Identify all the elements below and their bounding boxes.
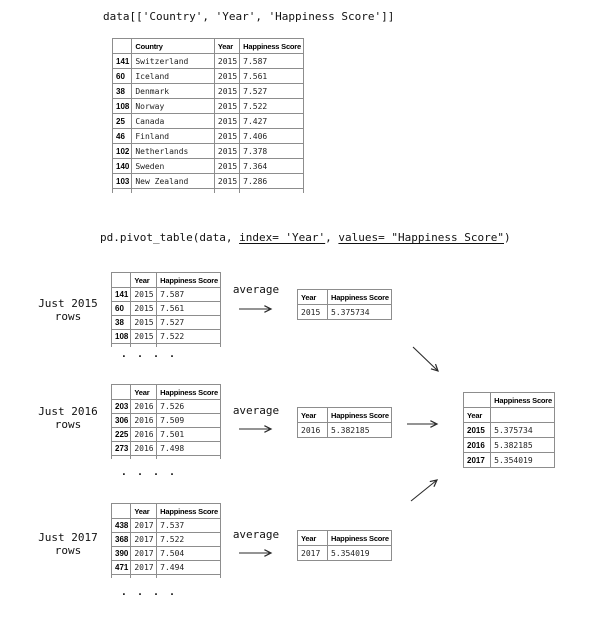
year-cell: 2016 — [298, 423, 328, 438]
year-cell: 2015 — [131, 288, 157, 302]
country-cell: Iceland — [132, 69, 215, 84]
corner-header-cell — [112, 504, 131, 519]
year-cell: 2015 — [214, 159, 239, 174]
ellipsis-2016: . . . . — [120, 467, 178, 478]
group-label-line1: Just 2016 — [38, 405, 98, 418]
result-table-2015 — [297, 289, 392, 320]
score-cell: 5.354019 — [328, 546, 392, 561]
pivot-code-separator: , — [325, 231, 339, 244]
table-row — [112, 414, 221, 428]
group-label-line2: rows — [54, 544, 82, 557]
index-name-cell: Year — [464, 408, 491, 423]
result-table-2015-grid — [297, 289, 392, 320]
table-row — [113, 129, 304, 144]
year-cell: 2017 — [131, 519, 157, 533]
table-row — [112, 288, 221, 302]
result-table-2016-grid — [297, 407, 392, 438]
pivot-code-suffix: ) — [504, 231, 511, 244]
score-cell: 7.561 — [157, 302, 221, 316]
ellipsis-2017: . . . . — [120, 587, 178, 598]
score-header: Happiness Score — [491, 393, 555, 408]
average-label-2016: average — [232, 404, 280, 417]
country-cell: Norway — [132, 99, 215, 114]
year-cell: 2016 — [131, 442, 157, 456]
score-cell: 7.522 — [157, 533, 221, 547]
year-cell: 2015 — [214, 129, 239, 144]
group-label-line1: Just 2017 — [38, 531, 98, 544]
country-header: Country — [132, 39, 215, 54]
score-cell: 7.522 — [240, 99, 304, 114]
year-cell: 2015 — [131, 330, 157, 344]
corner-header-cell — [112, 385, 131, 400]
country-cell: Sweden — [132, 159, 215, 174]
group-label-2017 — [26, 531, 110, 557]
final-pivot-table — [463, 392, 555, 468]
table-row — [113, 99, 304, 114]
index-cell: 141 — [113, 54, 132, 69]
table-row — [464, 453, 555, 468]
index-cell: 60 — [113, 69, 132, 84]
table-row — [112, 316, 221, 330]
subset-table-2016-grid — [111, 384, 221, 459]
table-row — [298, 305, 392, 320]
subset-table-2017 — [111, 503, 221, 578]
table-row — [113, 174, 304, 189]
score-cell: 7.286 — [240, 174, 304, 189]
year-header: Year — [131, 273, 157, 288]
pivot-code-values-arg: values= "Happiness Score" — [338, 231, 504, 244]
table-row — [112, 519, 221, 533]
final-pivot-table-grid — [463, 392, 555, 468]
index-cell: 203 — [112, 400, 131, 414]
country-cell: Finland — [132, 129, 215, 144]
index-cell: 102 — [113, 144, 132, 159]
index-cell: 273 — [112, 442, 131, 456]
table-row — [112, 547, 221, 561]
score-cell: 7.509 — [157, 414, 221, 428]
year-index-cell: 2015 — [464, 423, 491, 438]
corner-header-cell — [112, 273, 131, 288]
year-header: Year — [298, 531, 328, 546]
average-label-2015: average — [232, 283, 280, 296]
index-cell: 140 — [113, 159, 132, 174]
year-cell: 2015 — [214, 69, 239, 84]
truncated-row — [112, 456, 221, 460]
index-cell: 438 — [112, 519, 131, 533]
score-cell: 7.504 — [157, 547, 221, 561]
score-cell: 7.537 — [157, 519, 221, 533]
index-cell: 46 — [113, 129, 132, 144]
table-row — [112, 442, 221, 456]
table-header-row — [112, 504, 221, 519]
year-header: Year — [131, 504, 157, 519]
table-header-row — [112, 273, 221, 288]
score-header: Happiness Score — [328, 531, 392, 546]
pivot-code-index-arg: index= 'Year' — [239, 231, 326, 244]
score-cell: 7.527 — [157, 316, 221, 330]
group-label-line2: rows — [54, 418, 82, 431]
index-cell: 60 — [112, 302, 131, 316]
table-header-row — [298, 531, 392, 546]
merge-arrow-bottom — [411, 480, 437, 501]
dataframe-table-grid — [112, 38, 304, 193]
index-cell: 390 — [112, 547, 131, 561]
truncated-row — [112, 575, 221, 579]
score-cell: 7.498 — [157, 442, 221, 456]
table-row — [112, 330, 221, 344]
index-cell: 471 — [112, 561, 131, 575]
score-cell: 7.427 — [240, 114, 304, 129]
subset-table-2017-grid — [111, 503, 221, 578]
table-row — [113, 114, 304, 129]
table-row — [112, 428, 221, 442]
table-header-row — [298, 290, 392, 305]
country-cell: Denmark — [132, 84, 215, 99]
year-cell: 2015 — [214, 114, 239, 129]
score-cell: 7.527 — [240, 84, 304, 99]
year-header: Year — [298, 408, 328, 423]
year-cell: 2015 — [214, 84, 239, 99]
index-cell: 368 — [112, 533, 131, 547]
year-cell: 2017 — [131, 561, 157, 575]
table-header-row — [298, 408, 392, 423]
year-header: Year — [298, 290, 328, 305]
average-label-2017: average — [232, 528, 280, 541]
index-cell: 25 — [113, 114, 132, 129]
pivot-code — [100, 231, 511, 244]
index-cell: 103 — [113, 174, 132, 189]
group-label-2016 — [26, 405, 110, 431]
index-cell: 38 — [113, 84, 132, 99]
dataframe-table — [112, 38, 304, 193]
index-cell: 141 — [112, 288, 131, 302]
table-row — [112, 400, 221, 414]
country-cell: Netherlands — [132, 144, 215, 159]
index-cell: 108 — [113, 99, 132, 114]
year-index-cell: 2016 — [464, 438, 491, 453]
table-row — [113, 159, 304, 174]
corner-header-cell — [113, 39, 132, 54]
score-cell: 5.354019 — [491, 453, 555, 468]
score-cell: 5.382185 — [491, 438, 555, 453]
index-cell: 38 — [112, 316, 131, 330]
country-cell: Switzerland — [132, 54, 215, 69]
merge-arrow-top — [413, 347, 438, 371]
table-header-row — [113, 39, 304, 54]
year-cell: 2016 — [131, 414, 157, 428]
score-cell: 7.587 — [157, 288, 221, 302]
table-row — [113, 144, 304, 159]
result-table-2017 — [297, 530, 392, 561]
table-row — [113, 54, 304, 69]
index-cell: 225 — [112, 428, 131, 442]
table-row — [298, 546, 392, 561]
table-row — [113, 84, 304, 99]
score-cell: 5.375734 — [328, 305, 392, 320]
year-cell: 2016 — [131, 428, 157, 442]
result-table-2017-grid — [297, 530, 392, 561]
score-header: Happiness Score — [157, 385, 221, 400]
corner-header-cell — [464, 393, 491, 408]
truncated-row — [113, 189, 304, 194]
score-header: Happiness Score — [157, 273, 221, 288]
year-cell: 2015 — [131, 316, 157, 330]
year-cell: 2016 — [131, 400, 157, 414]
score-cell: 7.364 — [240, 159, 304, 174]
year-cell: 2017 — [131, 547, 157, 561]
truncated-row — [112, 344, 221, 348]
score-header: Happiness Score — [328, 408, 392, 423]
year-cell: 2017 — [131, 533, 157, 547]
score-header: Happiness Score — [240, 39, 304, 54]
year-cell: 2015 — [214, 144, 239, 159]
country-cell: New Zealand — [132, 174, 215, 189]
subset-table-2016 — [111, 384, 221, 459]
subset-table-2015-grid — [111, 272, 221, 347]
year-cell: 2015 — [214, 174, 239, 189]
score-cell: 7.501 — [157, 428, 221, 442]
year-index-cell: 2017 — [464, 453, 491, 468]
score-header: Happiness Score — [157, 504, 221, 519]
group-label-2015 — [26, 297, 110, 323]
group-label-line1: Just 2015 — [38, 297, 98, 310]
subset-table-2015 — [111, 272, 221, 347]
score-cell: 7.587 — [240, 54, 304, 69]
year-cell: 2015 — [214, 54, 239, 69]
year-cell: 2015 — [131, 302, 157, 316]
index-cell: 306 — [112, 414, 131, 428]
score-cell: 7.406 — [240, 129, 304, 144]
blank-cell — [491, 408, 555, 423]
year-header: Year — [131, 385, 157, 400]
score-cell: 7.561 — [240, 69, 304, 84]
dataframe-code-title: data[['Country', 'Year', 'Happiness Score']] — [103, 10, 395, 23]
score-cell: 7.494 — [157, 561, 221, 575]
country-cell: Canada — [132, 114, 215, 129]
table-row — [464, 423, 555, 438]
year-cell: 2015 — [298, 305, 328, 320]
table-row — [464, 438, 555, 453]
table-header-row — [112, 385, 221, 400]
score-cell: 5.375734 — [491, 423, 555, 438]
index-name-row — [464, 408, 555, 423]
score-cell: 5.382185 — [328, 423, 392, 438]
ellipsis-2015: . . . . — [120, 349, 178, 360]
group-label-line2: rows — [54, 310, 82, 323]
table-row — [112, 561, 221, 575]
score-cell: 7.526 — [157, 400, 221, 414]
table-row — [298, 423, 392, 438]
table-row — [112, 533, 221, 547]
year-cell: 2015 — [214, 99, 239, 114]
score-cell: 7.522 — [157, 330, 221, 344]
table-row — [112, 302, 221, 316]
index-cell: 108 — [112, 330, 131, 344]
table-row — [113, 69, 304, 84]
year-cell: 2017 — [298, 546, 328, 561]
table-header-row — [464, 393, 555, 408]
result-table-2016 — [297, 407, 392, 438]
year-header: Year — [214, 39, 239, 54]
score-cell: 7.378 — [240, 144, 304, 159]
score-header: Happiness Score — [328, 290, 392, 305]
pivot-code-prefix: pd.pivot_table(data, — [100, 231, 240, 244]
